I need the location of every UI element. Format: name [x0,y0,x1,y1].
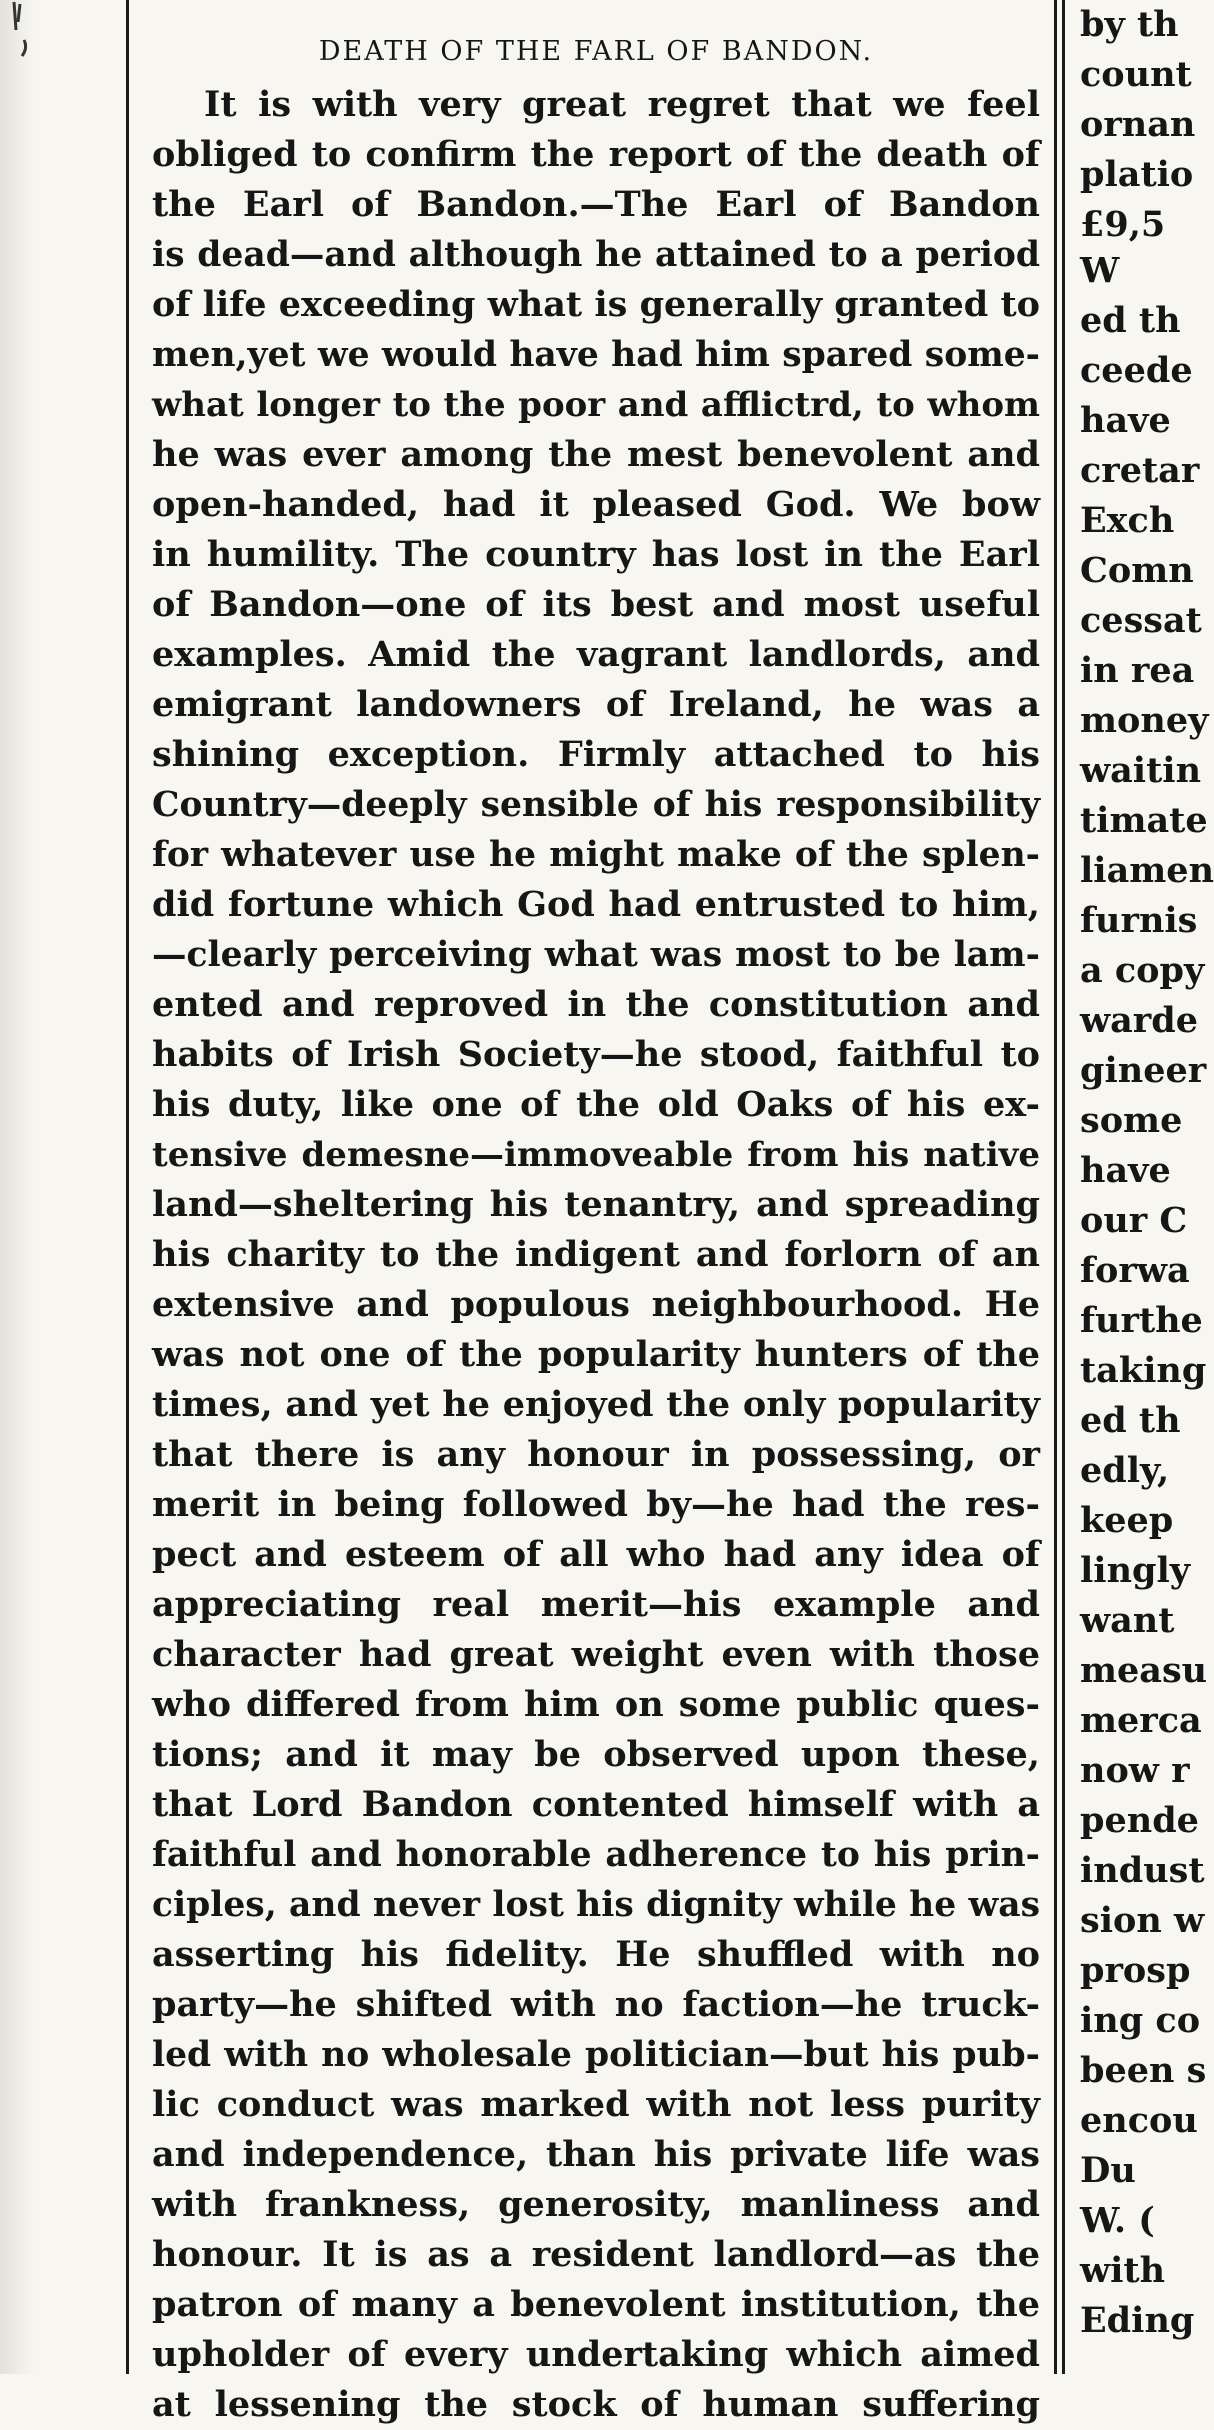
article-line: times, and yet he enjoyed the only popularity [152,1384,1040,1425]
article-line: who differed from him on some public ques- [152,1684,1040,1725]
adjacent-column-line: ceede [1080,350,1193,391]
column-rule-left [126,0,129,2374]
adjacent-column-line: want [1080,1600,1175,1641]
adjacent-column-line: waitin [1080,750,1202,791]
article-line: was not one of the popularity hunters of the [152,1334,1040,1375]
adjacent-column-line: have [1080,1150,1171,1191]
article-line: faithful and honorable adherence to his prin- [152,1835,1040,1875]
adjacent-column-line: have [1080,400,1171,441]
adjacent-column-line: prosp [1080,1950,1191,1991]
adjacent-column-line: been s [1080,2050,1207,2091]
adjacent-column-line: lingly [1080,1550,1191,1591]
adjacent-column-line: in rea [1080,650,1195,691]
article-line: open-handed, had it pleased God. We bow [152,484,1040,525]
adjacent-column-line: Du [1080,2150,1136,2191]
adjacent-column-line: encou [1080,2100,1198,2141]
adjacent-column-line: ed th [1080,300,1181,341]
adjacent-column-line: pende [1080,1800,1199,1841]
article-line: ciples, and never lost his dignity while he was [152,1885,1040,1925]
article-line: in humility. The country has lost in the Earl [152,534,1040,575]
adjacent-column-line: measu [1080,1650,1208,1691]
adjacent-column-line: indust [1080,1850,1205,1891]
article-headline: DEATH OF THE FARL OF BANDON. [318,36,874,67]
adjacent-column-line: taking [1080,1350,1207,1391]
column-rule-right-inner [1062,0,1065,2374]
article-death-of-earl-of-bandon [152,24,1040,2425]
article-body [152,80,1040,2430]
article-line: with frankness, generosity, manliness and [152,2184,1040,2225]
article-line: merit in being followed by—he had the res- [152,1484,1040,1525]
adjacent-column-line: now r [1080,1750,1190,1791]
article-line: lic conduct was marked with not less purity [152,2084,1040,2125]
adjacent-column-line: money [1080,700,1209,741]
article-line: of life exceeding what is generally granted to [152,284,1040,325]
adjacent-column-line: ornan [1080,104,1196,145]
adjacent-column-line: count [1080,54,1192,95]
adjacent-column-line: liamen [1080,850,1214,891]
article-line: honour. It is as a resident landlord—as the [152,2234,1040,2275]
adjacent-column-line: merca [1080,1700,1202,1741]
adjacent-column-line: some [1080,1100,1183,1141]
adjacent-column-line: Eding [1080,2300,1195,2341]
article-line: examples. Amid the vagrant landlords, and [152,634,1040,675]
article-line: tions; and it may be observed upon these, [152,1734,1040,1775]
adjacent-column-line: a copy [1080,950,1205,991]
adjacent-column-line: edly, [1080,1450,1170,1491]
adjacent-column-line: ed th [1080,1400,1181,1441]
article-line: the Earl of Bandon.—The Earl of Bandon [152,184,1040,225]
adjacent-column-line: W [1080,250,1120,291]
article-line: led with no wholesale politician—but his pub- [152,2035,1040,2075]
adjacent-column-line: timate [1080,800,1208,841]
article-line: he was ever among the mest benevolent and [152,434,1040,475]
adjacent-column-line: Exch [1080,500,1175,541]
article-line: —clearly perceiving what was most to be lam- [152,935,1040,975]
adjacent-column-line: furthe [1080,1300,1203,1341]
article-line: is dead—and although he attained to a period [152,235,1040,275]
article-line: upholder of every undertaking which aimed [152,2334,1040,2375]
adjacent-column-line: cretar [1080,450,1200,491]
article-line: extensive and populous neighbourhood. He [152,1284,1040,1325]
adjacent-column-line: with [1080,2250,1166,2291]
adjacent-column-line: Comn [1080,550,1194,591]
article-line: men,yet we would have had him spared some- [152,335,1040,375]
adjacent-column-line: platio [1080,154,1194,195]
article-line: character had great weight even with those [152,1634,1040,1675]
adjacent-column-line: keep [1080,1500,1174,1541]
article-line: his charity to the indigent and forlorn of an [152,1234,1040,1275]
adjacent-column-line: our C [1080,1200,1188,1241]
adjacent-column-line: gineer [1080,1050,1207,1091]
page-gutter [0,0,42,2374]
article-line: ented and reproved in the constitution and [152,984,1040,1025]
article-line: emigrant landowners of Ireland, he was a [152,684,1040,725]
article-line: did fortune which God had entrusted to him, [152,884,1040,925]
adjacent-column-line: furnis [1080,900,1198,941]
article-line: pect and esteem of all who had any idea of [152,1534,1040,1575]
adjacent-column-line: by th [1080,4,1179,45]
adjacent-column-fragment [1080,0,1214,2374]
article-line: for whatever use he might make of the splen- [152,835,1040,875]
article-line: party—he shifted with no faction—he truck- [152,1984,1040,2025]
adjacent-column-line: warde [1080,1000,1198,1041]
adjacent-column-line: W. ( [1080,2200,1155,2241]
adjacent-column-line: cessat [1080,600,1202,641]
article-line: tensive demesne—immoveable from his native [152,1135,1040,1175]
binding-mark-icon [6,0,36,70]
article-line: and independence, than his private life was [152,2134,1040,2175]
article-line: shining exception. Firmly attached to his [152,734,1040,775]
column-rule-right-outer [1054,0,1057,2374]
article-line: asserting his fidelity. He shuffled with no [152,1934,1040,1975]
article-line: Country—deeply sensible of his responsibility [152,785,1040,825]
adjacent-column-line: £9,5 [1080,204,1166,245]
article-line: It is with very great regret that we feel [204,84,1040,125]
adjacent-column-line: ing co [1080,2000,1201,2041]
article-line: appreciating real merit—his example and [152,1584,1040,1625]
article-line: his duty, like one of the old Oaks of his ex- [152,1084,1040,1125]
adjacent-column-line: sion w [1080,1900,1205,1941]
article-line: that Lord Bandon contented himself with a [152,1784,1040,1825]
article-line: that there is any honour in possessing, or [152,1434,1040,1475]
article-line: patron of many a benevolent institution, the [152,2284,1040,2325]
adjacent-column-line: forwa [1080,1250,1190,1291]
article-line: at lessening the stock of human suffering [152,2384,1040,2425]
article-line: what longer to the poor and afflictrd, to whom [152,385,1040,425]
article-line: land—sheltering his tenantry, and spreading [152,1184,1040,1225]
article-line: obliged to confirm the report of the death of [152,134,1040,175]
article-line: of Bandon—one of its best and most useful [152,584,1040,625]
article-line: habits of Irish Society—he stood, faithful to [152,1034,1040,1075]
